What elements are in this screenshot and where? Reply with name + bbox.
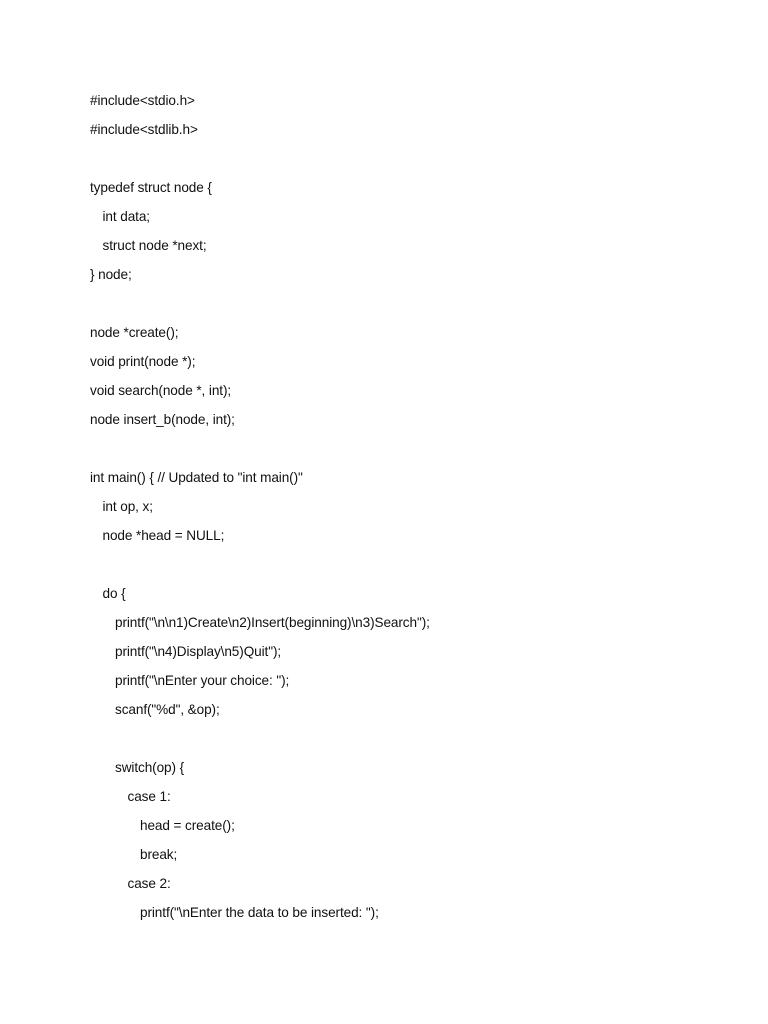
code-line: break; [140, 847, 178, 862]
code-line: case 1: [127, 789, 171, 804]
code-line: do { [102, 586, 126, 601]
code-line: } node; [90, 267, 132, 282]
code-line: head = create(); [140, 818, 235, 833]
code-line: printf("\n\n1)Create\n2)Insert(beginning)\n3)Search"); [115, 615, 430, 630]
code-line: printf("\n4)Display\n5)Quit"); [115, 644, 282, 659]
code-line: case 2: [127, 876, 171, 891]
code-line: void print(node *); [90, 354, 196, 369]
code-line: printf("\nEnter your choice: "); [115, 673, 290, 688]
code-listing [90, 90, 730, 931]
code-line: scanf("%d", &op); [115, 702, 220, 717]
code-line: #include<stdio.h> [90, 93, 195, 108]
code-line: int data; [102, 209, 150, 224]
blank-line [90, 554, 730, 583]
code-line: typedef struct node { [90, 180, 212, 195]
blank-line [90, 728, 730, 757]
code-line: node *head = NULL; [102, 528, 225, 543]
code-line: void search(node *, int); [90, 383, 232, 398]
code-line: struct node *next; [102, 238, 207, 253]
blank-line [90, 293, 730, 322]
code-line: switch(op) { [115, 760, 185, 775]
blank-line [90, 148, 730, 177]
code-line: #include<stdlib.h> [90, 122, 198, 137]
code-line: node *create(); [90, 325, 179, 340]
code-line: node insert_b(node, int); [90, 412, 235, 427]
code-line: printf("\nEnter the data to be inserted: "); [140, 905, 379, 920]
blank-line [90, 438, 730, 467]
code-line: int op, x; [102, 499, 153, 514]
code-line: int main() { // Updated to "int main()" [90, 470, 303, 485]
